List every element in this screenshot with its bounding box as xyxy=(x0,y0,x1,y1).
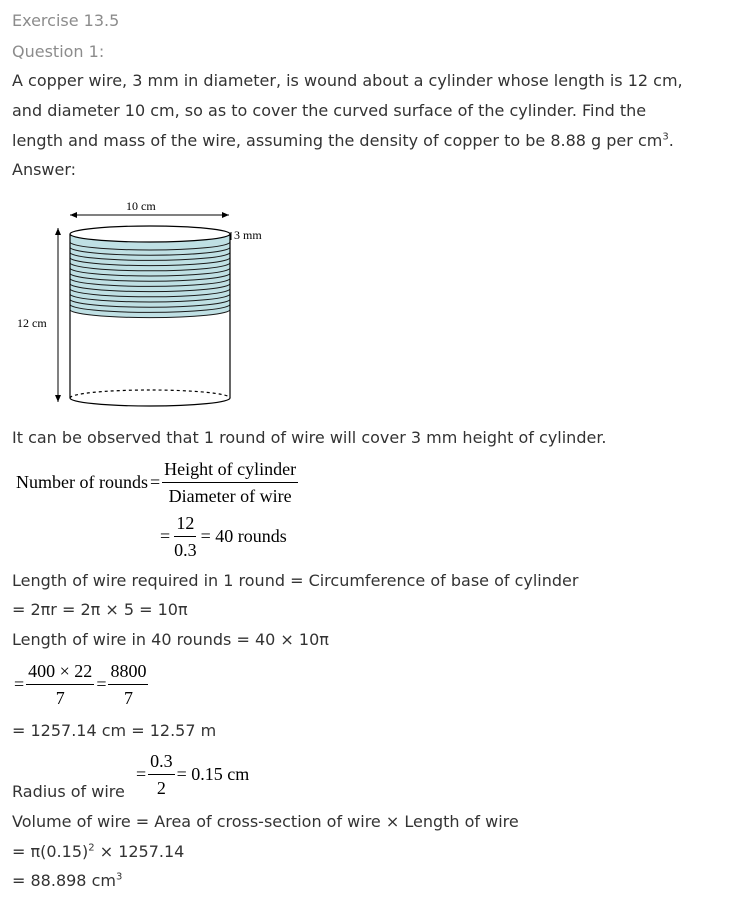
rounds-fraction xyxy=(162,458,298,507)
length-40-text: Length of wire in 40 rounds = 40 × 10π xyxy=(12,630,329,649)
rounds-numerator: Height of cylinder xyxy=(162,458,298,483)
problem-line-2: and diameter 10 cm, so as to cover the curved surface of the cylinder. Find the xyxy=(12,101,647,120)
radius-fraction xyxy=(148,750,175,799)
equals-sign-5: = xyxy=(136,764,147,784)
observation-text: It can be observed that 1 round of wire will cover 3 mm height of cylinder. xyxy=(12,428,607,447)
question-heading: Question 1: xyxy=(12,42,105,61)
width-label: 10 cm xyxy=(126,199,156,213)
radius-numerator: 0.3 xyxy=(148,750,175,775)
rounds-equation-2 xyxy=(160,512,287,561)
fraction1-denominator: 7 xyxy=(55,688,65,708)
height-arrow-bottom xyxy=(55,395,61,402)
volume-step-3 xyxy=(12,866,122,895)
cylinder-bottom-front xyxy=(70,398,230,406)
volume2-b: × 1257.14 xyxy=(94,842,185,861)
length-round-text: Length of wire required in 1 round = Circumference of base of cylinder xyxy=(12,571,579,590)
rounds2-numerator: 12 xyxy=(174,512,196,537)
width-arrow-right xyxy=(222,212,229,218)
radius-result: = 0.15 cm xyxy=(176,764,250,784)
fraction2-denominator: 7 xyxy=(123,688,133,708)
cylinder-top xyxy=(70,226,230,242)
length-fraction-1 xyxy=(26,660,94,709)
length-fraction-equation xyxy=(14,660,148,709)
height-arrow-top xyxy=(55,228,61,235)
rounds-equation xyxy=(16,458,298,507)
length-fraction-2 xyxy=(108,660,148,709)
width-arrow-left xyxy=(70,212,77,218)
cylinder-bottom-back xyxy=(70,390,230,398)
volume3-text: = 88.898 cm xyxy=(12,871,116,890)
exercise-heading: Exercise 13.5 xyxy=(12,11,120,30)
rounds-label: Number of rounds xyxy=(16,472,148,492)
radius-equation xyxy=(136,750,249,799)
cubic-superscript: 3 xyxy=(662,131,669,143)
fraction1-numerator: 400 × 22 xyxy=(26,660,94,685)
period: . xyxy=(668,131,674,150)
volume-step-2 xyxy=(12,837,184,866)
equals-sign-3: = xyxy=(14,674,25,694)
equals-sign-2: = xyxy=(160,526,171,546)
volume2-a: = π(0.15) xyxy=(12,842,89,861)
height-label: 12 cm xyxy=(17,316,47,330)
rounds2-denominator: 0.3 xyxy=(174,540,197,560)
fraction2-numerator: 8800 xyxy=(108,660,148,685)
radius-denominator: 2 xyxy=(156,778,166,798)
squared-superscript: 2 xyxy=(88,842,95,854)
rounds-denominator: Diameter of wire xyxy=(168,486,292,506)
problem-line-1: A copper wire, 3 mm in diameter, is wound about a cylinder whose length is 12 cm, xyxy=(12,71,683,90)
volume-cubic-superscript: 3 xyxy=(115,871,123,883)
answer-label: Answer: xyxy=(12,160,77,179)
equals-sign: = xyxy=(149,472,161,492)
problem-line-3-text: length and mass of the wire, assuming the density of copper to be 8.88 g per cm xyxy=(12,131,663,150)
cylinder-figure xyxy=(12,192,292,421)
equals-sign-4: = xyxy=(96,674,107,694)
rounds2-fraction xyxy=(172,512,199,561)
length-result-text: = 1257.14 cm = 12.57 m xyxy=(12,721,217,740)
wire-label: 3 mm xyxy=(234,228,262,242)
radius-label: Radius of wire xyxy=(12,782,125,801)
problem-line-3 xyxy=(12,126,674,155)
volume-text: Volume of wire = Area of cross-section of wire × Length of wire xyxy=(12,812,519,831)
cylinder-diagram xyxy=(12,192,292,417)
circumference-text: = 2πr = 2π × 5 = 10π xyxy=(12,600,188,619)
rounds2-result: = 40 rounds xyxy=(200,526,287,546)
